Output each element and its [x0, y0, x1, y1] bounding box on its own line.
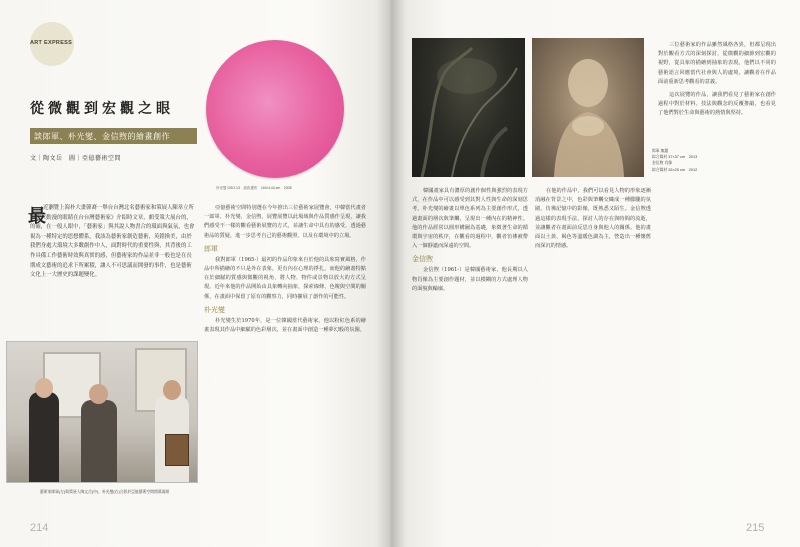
painting-held [165, 434, 189, 466]
portrait-figure [532, 38, 644, 177]
paragraph: 三位藝術家的作品雖然風格各異，但都呈現出對於觀看方式的深刻探討，從微觀的細節到宏觀的視野，從具象的描繪到抽象的表現，他們以不同的藝術語言回應當代社會與人的處境，讓觀者在作品面前重新思考觀看的意義。 [658, 42, 776, 85]
pink-circle-artwork [206, 40, 344, 178]
page-number-left: 214 [30, 522, 49, 534]
left-page [0, 0, 390, 547]
caption-2-title: 金信煦 肖像 [652, 161, 673, 166]
photo-caption: 藝術家郎軍(左)與策展人陶文岳(中)、朴光燮(右)合影於亞億藝術空間開幕現場 [40, 490, 170, 494]
caption-1-details: 綜合媒材 37×37 cm 2013 [652, 155, 698, 160]
dark-abstract-artwork [412, 38, 525, 177]
section-heading-kim: 金信煦 [412, 255, 433, 264]
section-heading-park: 朴光燮 [204, 305, 225, 314]
right-column-3 [658, 41, 776, 119]
paragraph: 韓國畫家具有濃厚的創作個性與強烈的表現方式，在作品中可以感受到其對人性與生命的深刻思考。朴光燮的繪畫以單色系列為主要創作形式，透過畫面的層次與筆觸，呈現出一種內在的精神性。他的作品經常以圓形構圖為基礎，象徵著生命的循環與宇宙的秩序，在觀看的過程中，觀者彷彿被帶入一個靜謐而深遠的空間。 [412, 188, 528, 250]
section-label: ART EXPRESS [30, 40, 73, 46]
person-left-head [35, 378, 53, 398]
person-middle-head [89, 384, 108, 404]
right-column-1 [412, 187, 528, 294]
dark-artwork-texture [412, 38, 525, 177]
person-middle [81, 400, 117, 483]
paragraph: 金信煦（1961-）是韓國藝術家，他長期以人物肖像為主要創作題材，並以模糊的方式處理人物的面貌與輪廓。 [412, 267, 528, 292]
paragraph: 朴光燮生於1970年，是一位韓國當代藝術家，他以粉紅色系的繪畫表現其作品中細膩的色彩層次，並在畫面中創造一種夢幻般的氛圍。 [204, 317, 366, 334]
section-heading-langjun: 郎軍 [204, 244, 218, 253]
left-column-2 [204, 204, 366, 335]
lead-paragraph: 近瀏覽上海朴大畫韓裔一舉台台灣北名藝術家和策展人陳韋立所寫的《動漫的眼睛在台台灣藝術家》介紹時文章，頗受策大展台的，的確，在一般人眼中，「藝術家」與其說人物書合的環面與氣氛，也會視為一種特定的思想體系，我該為藝術家創造藝術，英錯換美，由於我們身處大環境大多數創作中人，面對時代的重要性與，其背後的工作具備工作藝術時效與真實的感，但藝術家的作品並非一般也是在長期成文藝術的追求下所累積，讓人不可思議而開發的事件，也是藝術文化上一大歷史的課題變化。 [30, 205, 195, 279]
person-left [29, 392, 59, 483]
gallery-photo [6, 341, 198, 483]
right-page [390, 0, 800, 547]
page-number-right: 215 [746, 522, 765, 534]
byline: 文｜陶文岳 圖｜亞億藝術空間 [30, 155, 122, 162]
artwork-captions [652, 148, 762, 173]
paragraph: 這次展覽的作品，讓我們看見了藝術家在創作過程中對於材料、技法與觀念的反覆推敲，也看見了他們對於生命與藝術的熱情與堅持。 [658, 92, 776, 117]
drop-cap: 最 [28, 206, 46, 227]
paragraph: 亞億藝術空間特別選在今年推出三位藝術家展覽會，中韓當代畫者一郎軍、朴光燮、金信煦，展覽展覽以此場域與作品質感作呈現，讓我們感受不一樣的觀看藝術展覽的方式，並讓生命中具有的感受，透過藝術品的質疑，進一步思考自己的藝術觀照，以及在環境中的立場。 [204, 205, 366, 239]
person-right-head [163, 380, 181, 400]
right-column-2 [535, 187, 651, 251]
paragraph: 我對郎軍（1965-）最初的作品印象來自於他的具象寫實風格，作品中所描繪的不只是外在表象，更有內在心理的掙扎，而他的繪畫特點在於細膩的質感與微觀的視角，將人物、物件或景物以放大的方式呈現。近年來他的作品開始由具象轉向抽象，探索線條、色塊與空間的關係，在畫面中保留了原有的觀察力，同時擴展了創作的可能性。 [204, 256, 366, 300]
paragraph: 在他的作品中，我們可以看見人物的形象逐漸消融在背景之中，色彩與筆觸交織成一種朦朧的氛圍，彷彿記憶中的影像，既熟悉又陌生。金信煦透過這樣的表現手法，探討人的存在與時間的流逝，並讓觀者在畫面前反思自身與他人的關係。他的畫面以土黃、褐色等溫暖色調為主，營造出一種懷舊而深沉的情感。 [535, 188, 651, 250]
figure-portrait-artwork [532, 38, 644, 177]
caption-1-title: 郎軍 無題 [652, 149, 669, 153]
article-subtitle: 談郎軍、朴光燮、金信煦的繪畫創作 [34, 132, 170, 141]
caption-2-details: 綜合媒材 26×25 cm 2012 [652, 167, 698, 172]
artwork-caption: 朴光燮 DSO.13 油彩畫布 160×144 cm 2008 [216, 186, 292, 190]
article-title: 從微觀到宏觀之眼 [30, 101, 174, 117]
